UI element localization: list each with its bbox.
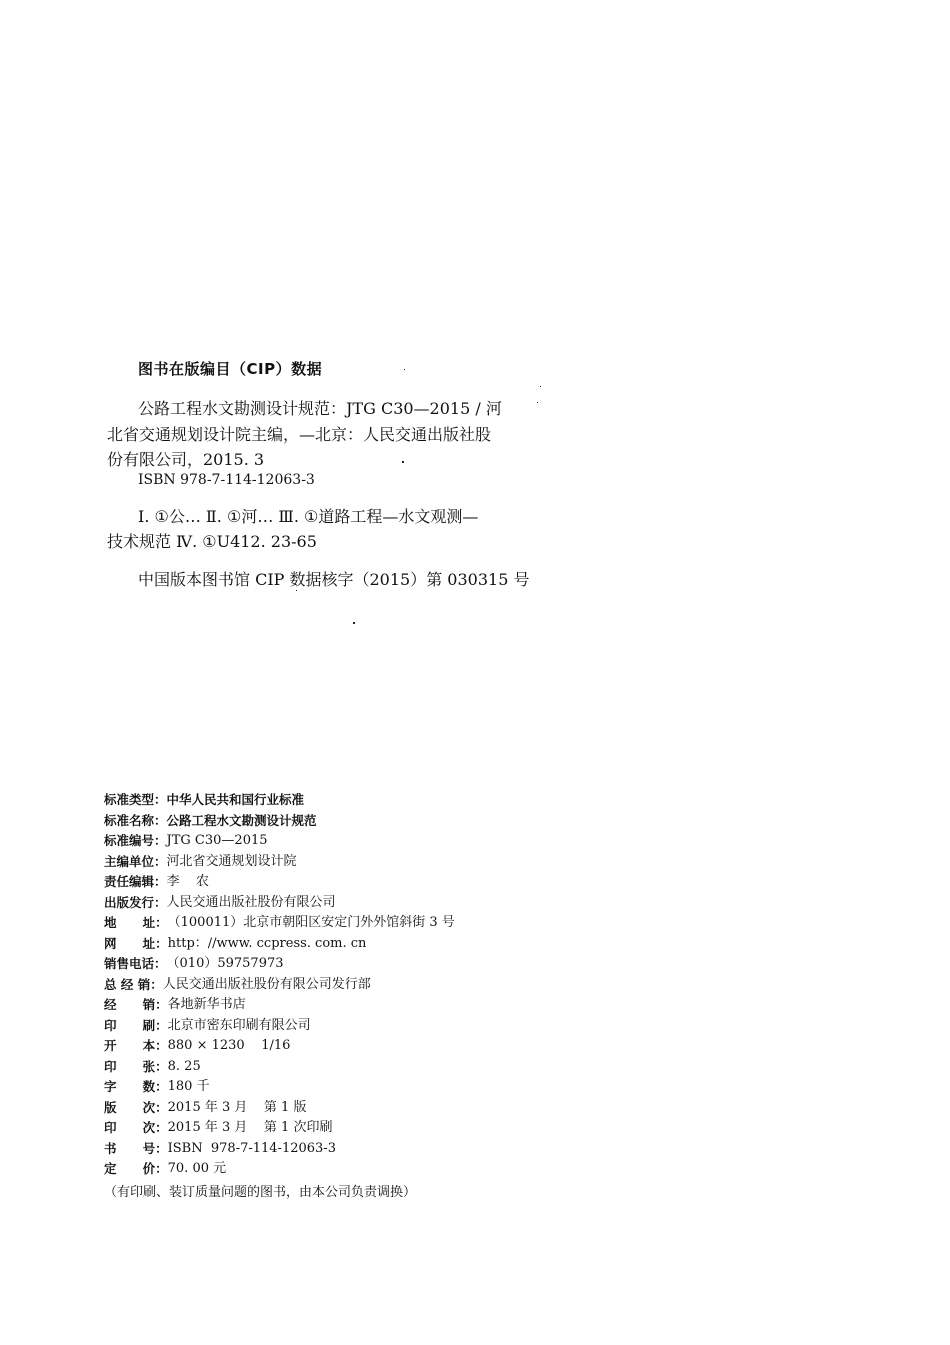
cip-line-isbn: ISBN 978-7-114-12063-3 <box>138 472 315 488</box>
spec-value: （010）59757973 <box>166 956 284 971</box>
spec-label: 责任编辑 <box>104 874 155 889</box>
spec-label: 网 址 <box>104 935 156 951</box>
spec-value: 河北省交通规划设计院 <box>166 853 297 869</box>
spec-label: 总 经 销 <box>104 976 151 992</box>
spec-row-printing: 印 次 ： 2015 年 3 月 第 1 次印刷 <box>104 1118 332 1138</box>
spec-label: 标准编号 <box>104 833 155 848</box>
spec-row-website: 网 址 ： http：//www. ccpress. com. cn <box>104 934 366 954</box>
scan-speck <box>353 622 355 624</box>
spec-row-format: 开 本 ： 880 × 1230 1/16 <box>104 1036 290 1056</box>
scan-speck <box>540 386 541 387</box>
spec-row-address: 地 址 ： （100011）北京市朝阳区安定门外外馆斜街 3 号 <box>104 913 455 933</box>
spec-value: ISBN 978-7-114-12063-3 <box>167 1140 336 1156</box>
spec-label: 印 刷 <box>104 1017 156 1033</box>
spec-label: 字 数 <box>104 1079 156 1094</box>
spec-row-sheets: 印 张 ： 8. 25 <box>104 1057 201 1077</box>
spec-label: 经 销 <box>104 997 156 1012</box>
spec-row-responsible-editor: 责任编辑 ： 李 农 <box>104 872 209 892</box>
scan-speck <box>537 402 538 403</box>
spec-label: 地 址 <box>104 915 156 930</box>
cip-line-checknumber: 中国版本图书馆 CIP 数据核字（2015）第 030315 号 <box>138 570 530 589</box>
scan-speck <box>404 369 405 370</box>
cip-heading: 图书在版编目（CIP）数据 <box>138 360 323 378</box>
spec-row-book-number: 书 号 ： ISBN 978-7-114-12063-3 <box>104 1139 336 1159</box>
spec-row-distributor: 经 销 ： 各地新华书店 <box>104 995 246 1015</box>
spec-row-price: 定 价 ： 70. 00 元 <box>104 1159 226 1179</box>
spec-value: 中华人民共和国行业标准 <box>166 792 305 807</box>
spec-row-printer: 印 刷 ： 北京市密东印刷有限公司 <box>104 1016 311 1036</box>
spec-value: 人民交通出版社股份有限公司 <box>166 894 336 910</box>
spec-label: 开 本 <box>104 1038 156 1053</box>
spec-label: 印 张 <box>104 1058 156 1074</box>
cip-line-title: 公路工程水文勘测设计规范：JTG C30—2015 / 河 <box>138 399 502 418</box>
spec-value: 880 × 1230 1/16 <box>167 1038 291 1053</box>
cip-line-classification: Ⅰ. ①公… Ⅱ. ①河… Ⅲ. ①道路工程—水文观测— <box>138 507 479 526</box>
spec-label: 出版发行 <box>104 894 155 910</box>
spec-value: http：//www. ccpress. com. cn <box>167 935 367 951</box>
spec-value: 70. 00 元 <box>167 1161 227 1176</box>
scan-speck <box>296 590 297 591</box>
spec-value: （100011）北京市朝阳区安定门外外馆斜街 3 号 <box>167 915 455 930</box>
spec-value: 2015 年 3 月 第 1 版 <box>167 1099 307 1115</box>
spec-row-sales-phone: 销售电话 ： （010）59757973 <box>104 954 284 974</box>
spec-label: 版 次 <box>104 1099 156 1115</box>
cip-line-classification-cont: 技术规范 Ⅳ. ①U412. 23-65 <box>107 532 317 551</box>
spec-label: 定 价 <box>104 1161 156 1176</box>
spec-value: 公路工程水文勘测设计规范 <box>166 812 317 828</box>
scan-speck <box>402 461 404 463</box>
quality-note: （有印刷、装订质量问题的图书，由本公司负责调换） <box>104 1185 417 1200</box>
spec-value: 2015 年 3 月 第 1 次印刷 <box>167 1120 333 1135</box>
spec-label: 印 次 <box>104 1120 156 1135</box>
spec-row-standard-name: 标准名称 ： 公路工程水文勘测设计规范 <box>104 811 317 831</box>
spec-row-word-count: 字 数 ： 180 千 <box>104 1077 210 1097</box>
spec-row-standard-number: 标准编号 ： JTG C30—2015 <box>104 831 268 851</box>
spec-label: 标准类型 <box>104 792 155 807</box>
spec-row-chief-editor-unit: 主编单位 ： 河北省交通规划设计院 <box>104 852 297 872</box>
spec-value: 李 农 <box>166 874 210 889</box>
spec-row-standard-type: 标准类型 ： 中华人民共和国行业标准 <box>104 790 304 810</box>
cip-line-editor: 北省交通规划设计院主编，—北京：人民交通出版社股 <box>107 425 492 444</box>
spec-label: 销售电话 <box>104 956 155 971</box>
cip-line-publisher: 份有限公司，2015. 3 <box>107 450 265 469</box>
spec-label: 主编单位 <box>104 853 155 869</box>
spec-value: 人民交通出版社股份有限公司发行部 <box>162 976 371 992</box>
spec-row-publisher: 出版发行 ： 人民交通出版社股份有限公司 <box>104 893 336 913</box>
spec-label: 标准名称 <box>104 812 155 828</box>
spec-row-general-distributor: 总 经 销 ： 人民交通出版社股份有限公司发行部 <box>104 975 371 995</box>
spec-row-edition: 版 次 ： 2015 年 3 月 第 1 版 <box>104 1098 306 1118</box>
spec-label: 书 号 <box>104 1140 156 1156</box>
spec-value: 北京市密东印刷有限公司 <box>167 1017 311 1033</box>
spec-value: 8. 25 <box>167 1058 201 1074</box>
spec-value: JTG C30—2015 <box>166 833 268 848</box>
spec-value: 180 千 <box>167 1079 210 1094</box>
spec-value: 各地新华书店 <box>167 997 246 1012</box>
